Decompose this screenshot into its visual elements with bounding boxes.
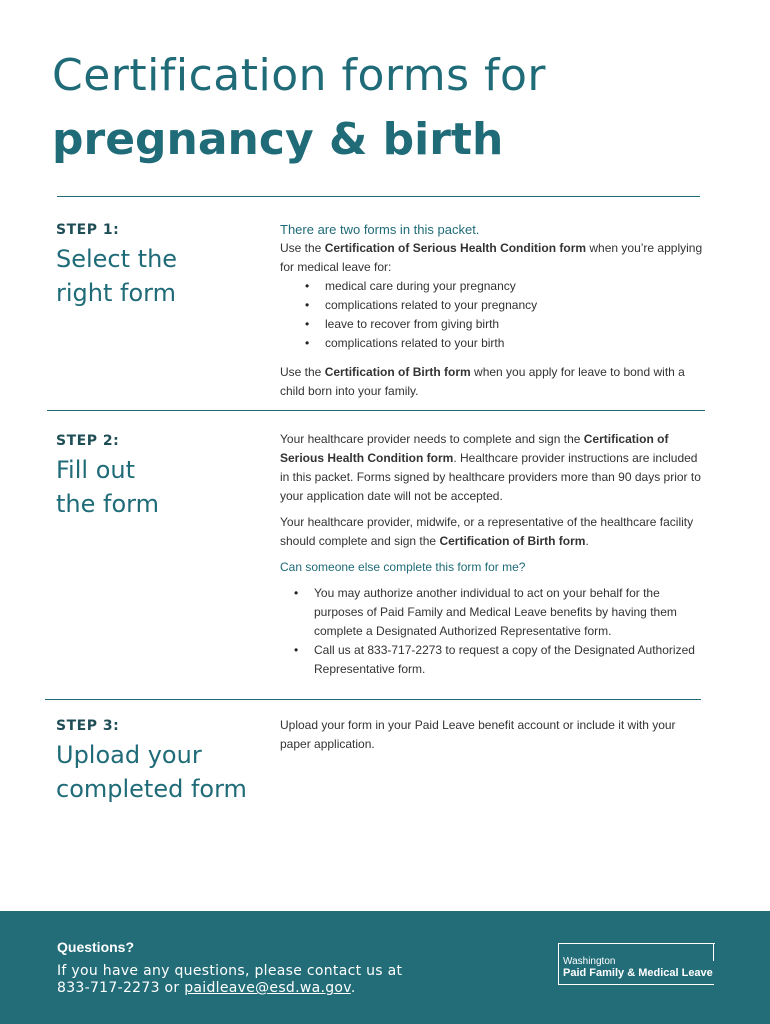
list-item: • medical care during your pregnancy: [325, 277, 705, 296]
step2-content: [280, 430, 705, 679]
footer-contact-text: [57, 963, 417, 997]
step1-bullet-list: [280, 277, 705, 353]
page-title-line2: pregnancy & birth: [52, 114, 504, 165]
list-item: • Call us at 833-717-2273 to request a copy of the Designated Authorized Representative form.: [314, 641, 705, 679]
step1-content: [280, 220, 705, 401]
step2-divider: [45, 699, 701, 700]
step2-paragraph1: Your healthcare provider needs to complete and sign the Certification of Serious Health Condition form. Healthcare provider instructions are included in this packet. Forms signed by healthcare providers more than 90 days prior to your application date will not be accepted.: [280, 432, 701, 503]
step1-paragraph2: Use the Certification of Birth form when you apply for leave to bond with a child born into your family.: [280, 365, 685, 398]
pfml-logo: [558, 943, 714, 985]
step2-bullet-list: [280, 584, 705, 679]
step3-content: [280, 716, 705, 754]
step1-heading: There are two forms in this packet.: [280, 222, 480, 237]
logo-program-text: Paid Family & Medical Leave: [563, 967, 713, 979]
step2-title: [56, 453, 159, 521]
title-divider: [57, 196, 700, 197]
step3-paragraph: Upload your form in your Paid Leave benefit account or include it with your paper application.: [280, 718, 676, 751]
list-item: • complications related to your birth: [325, 334, 705, 353]
footer-period: .: [350, 980, 356, 996]
page-title-line1: Certification forms for: [52, 50, 546, 101]
step3-title: [56, 738, 247, 806]
footer-contact-line1: If you have any questions, please contact us at: [57, 963, 403, 979]
email-link[interactable]: paidleave@esd.wa.gov: [184, 980, 351, 996]
step3-title-line1: Upload your: [56, 741, 202, 769]
logo-top-border: [559, 943, 715, 944]
logo-right-border: [713, 943, 714, 961]
logo-state-text: Washington: [563, 956, 616, 967]
footer-questions-heading: Questions?: [57, 939, 135, 955]
step1-title-line1: Select the: [56, 245, 178, 273]
footer: [0, 911, 770, 1024]
list-item: • You may authorize another individual to act on your behalf for the purposes of Paid Family and Medical Leave benefits by having them complete a Designated Authorized Representative form.: [314, 584, 705, 641]
footer-phone: 833-717-2273 or: [57, 980, 185, 996]
step2-label: STEP 2:: [56, 433, 120, 449]
step1-label: STEP 1:: [56, 222, 120, 238]
footer-contact-line2: [57, 980, 417, 997]
step3-title-line2: completed form: [56, 775, 247, 803]
step1-title: [56, 242, 177, 310]
step2-paragraph2: Your healthcare provider, midwife, or a representative of the healthcare facility should complete and sign the Certification of Birth form.: [280, 515, 694, 548]
step2-title-line1: Fill out: [56, 456, 135, 484]
step3-label: STEP 3:: [56, 718, 120, 734]
step2-question: Can someone else complete this form for me?: [280, 560, 526, 574]
list-item: • complications related to your pregnancy: [325, 296, 705, 315]
list-item: • leave to recover from giving birth: [325, 315, 705, 334]
step1-divider: [47, 410, 705, 411]
step2-title-line2: the form: [56, 490, 159, 518]
step1-title-line2: right form: [56, 279, 176, 307]
step1-paragraph1: Use the Certification of Serious Health Condition form when you’re applying for medical leave for:: [280, 241, 703, 274]
